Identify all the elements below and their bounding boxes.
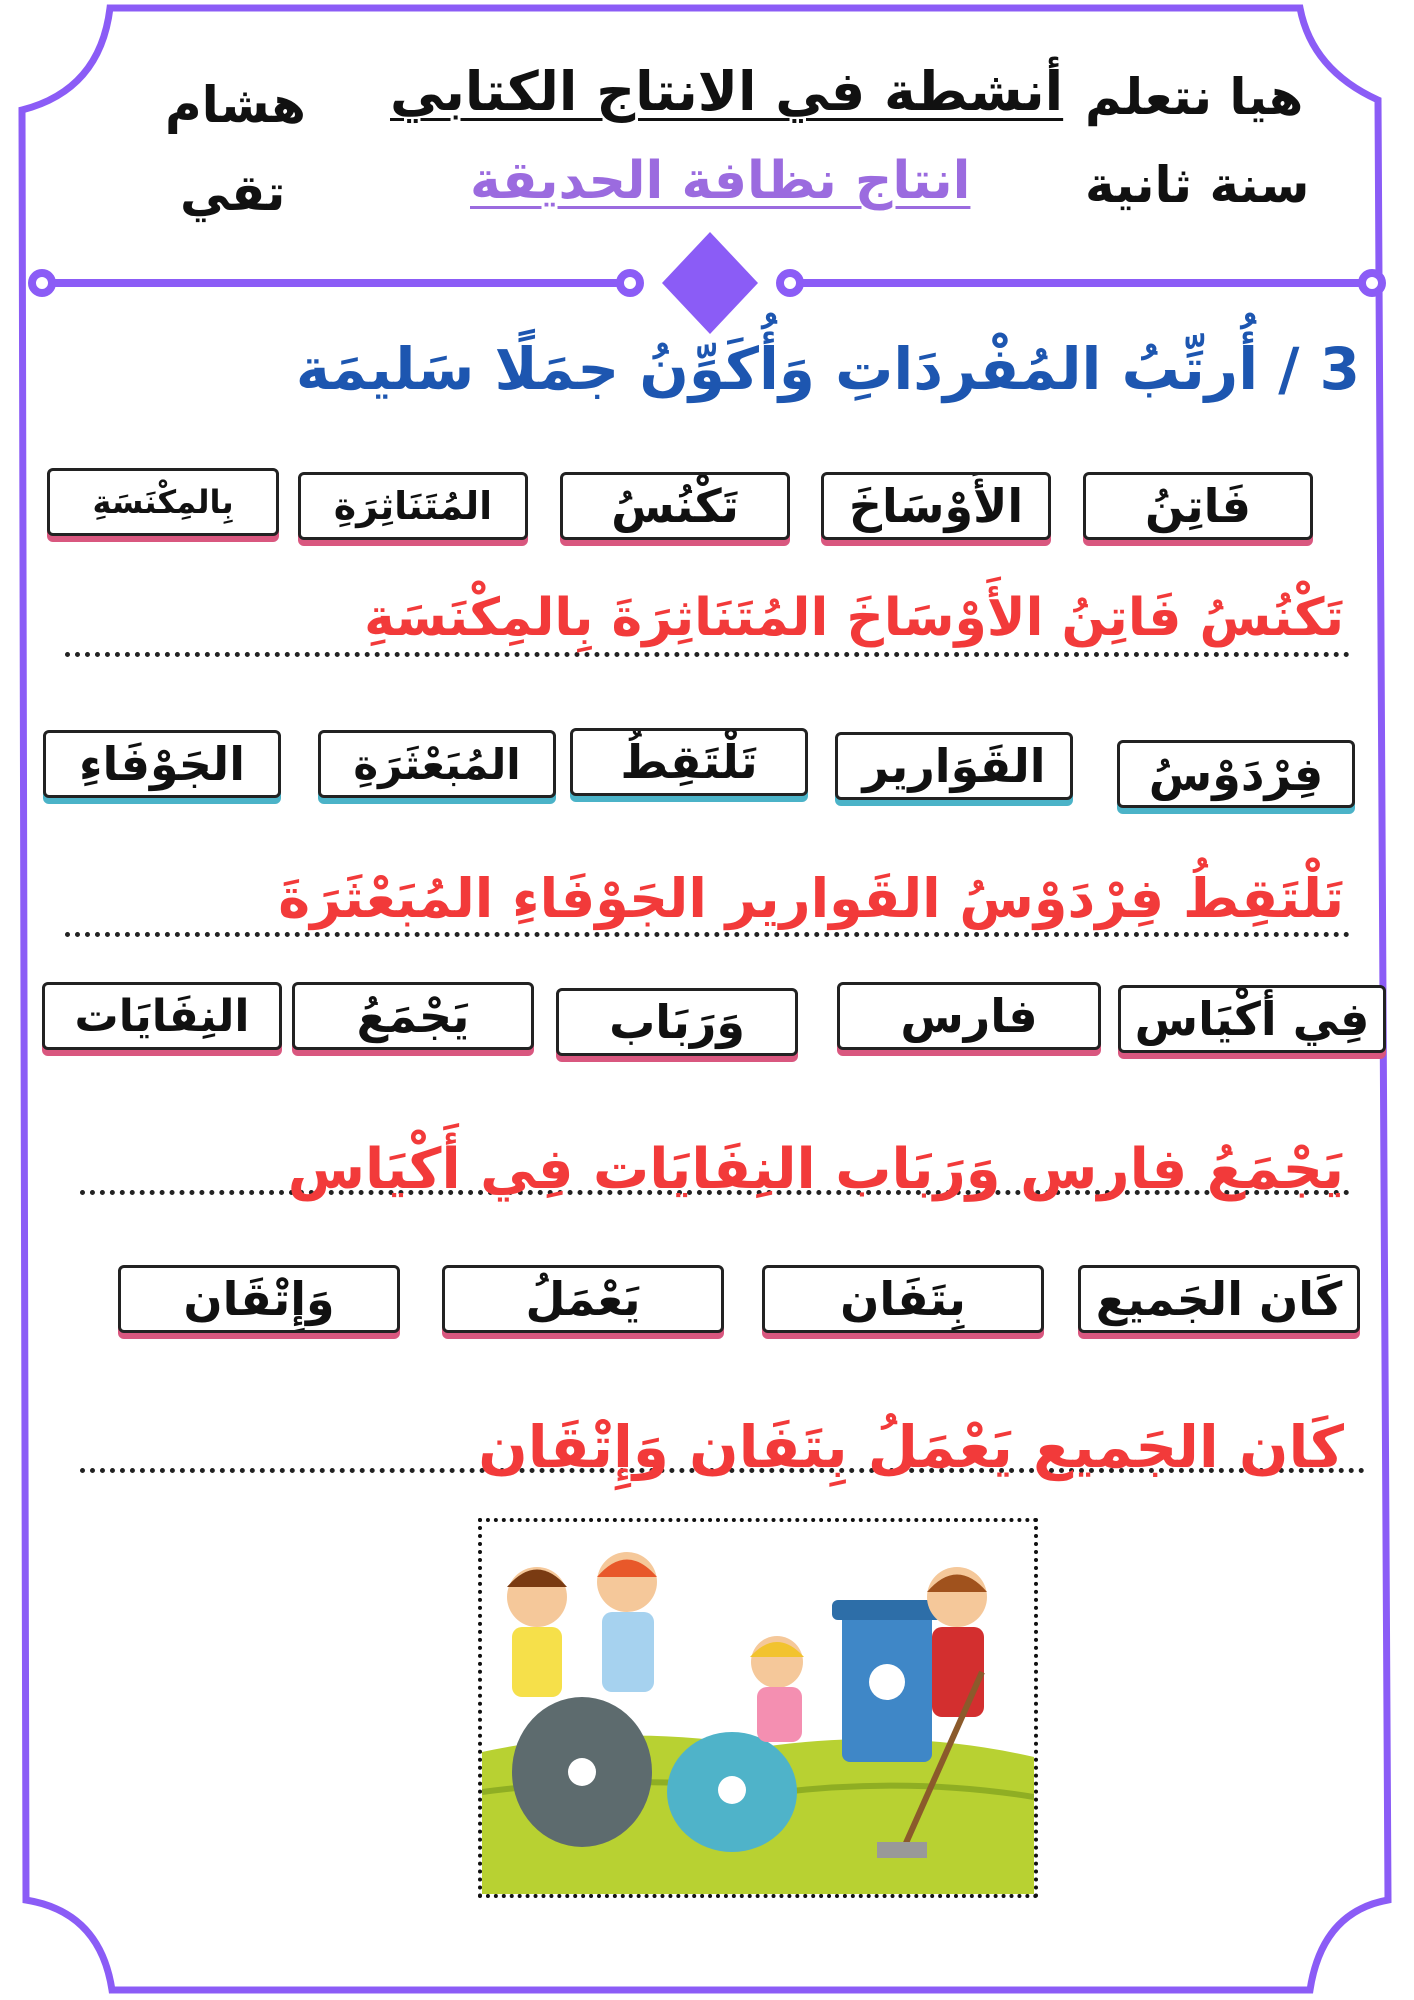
word-card[interactable]: تَلْتَقِطُ [570, 728, 808, 796]
word-card[interactable]: النِفَايَات [42, 982, 282, 1050]
cleanup-illustration [478, 1518, 1038, 1898]
answer-sentence: كَان الجَميع يَعْمَلُ بِتَفَان وَإِتْقَان [478, 1413, 1344, 1481]
author-last-name: تقي [180, 164, 286, 222]
word-card[interactable]: الجَوْفَاءِ [43, 730, 281, 798]
word-card[interactable]: فِي أَكْيَاس [1118, 985, 1386, 1053]
answer-sentence: تَلْتَقِطُ فِرْدَوْسُ القَوارير الجَوْفَاءِ المُبَعْثَرَةَ [278, 867, 1344, 930]
word-card[interactable]: القَوَارير [835, 732, 1073, 800]
word-card[interactable]: تَكْنُسُ [560, 472, 790, 540]
answer-sentence: تَكْنُسُ فَاتِنُ الأَوْسَاخَ المُتَنَاثِرَةَ بِالمِكْنَسَةِ [364, 588, 1344, 648]
worksheet-title: أنشطة في الانتاج الكتابي [390, 60, 1064, 123]
word-card[interactable]: بِتَفَان [762, 1265, 1044, 1333]
author-first-name: هشام [165, 76, 306, 134]
word-card[interactable]: المُبَعْثَرَةِ [318, 730, 556, 798]
word-card[interactable]: فَاتِنُ [1083, 472, 1313, 540]
word-card[interactable]: يَجْمَعُ [292, 982, 534, 1050]
grade-level: سنة ثانية [1085, 156, 1310, 214]
answer-line [65, 932, 1350, 937]
series-name: هيا نتعلم [1085, 68, 1304, 126]
word-card[interactable]: الأَوْسَاخَ [821, 472, 1051, 540]
word-card[interactable]: وَرَبَاب [556, 988, 798, 1056]
word-card[interactable]: بِالمِكْنَسَةِ [47, 468, 279, 536]
answer-sentence: يَجْمَعُ فارس وَرَبَاب النِفَايَات فِي أَكْيَاس [287, 1137, 1344, 1202]
word-card[interactable]: يَعْمَلُ [442, 1265, 724, 1333]
word-card[interactable]: المُتَنَاثِرَةِ [298, 472, 528, 540]
worksheet-subtitle: انتاج نظافة الحديقة [470, 151, 971, 211]
word-card[interactable]: كَان الجَميع [1078, 1265, 1360, 1333]
word-card[interactable]: فارس [837, 982, 1101, 1050]
answer-line [65, 652, 1350, 657]
word-card[interactable]: وَإِتْقَان [118, 1265, 400, 1333]
word-card[interactable]: فِرْدَوْسُ [1117, 740, 1355, 808]
exercise-instruction: 3 / أُرتِّبُ المُفْردَاتِ وَأُكَوِّنُ جمَلًا سَليمَة [295, 335, 1360, 403]
